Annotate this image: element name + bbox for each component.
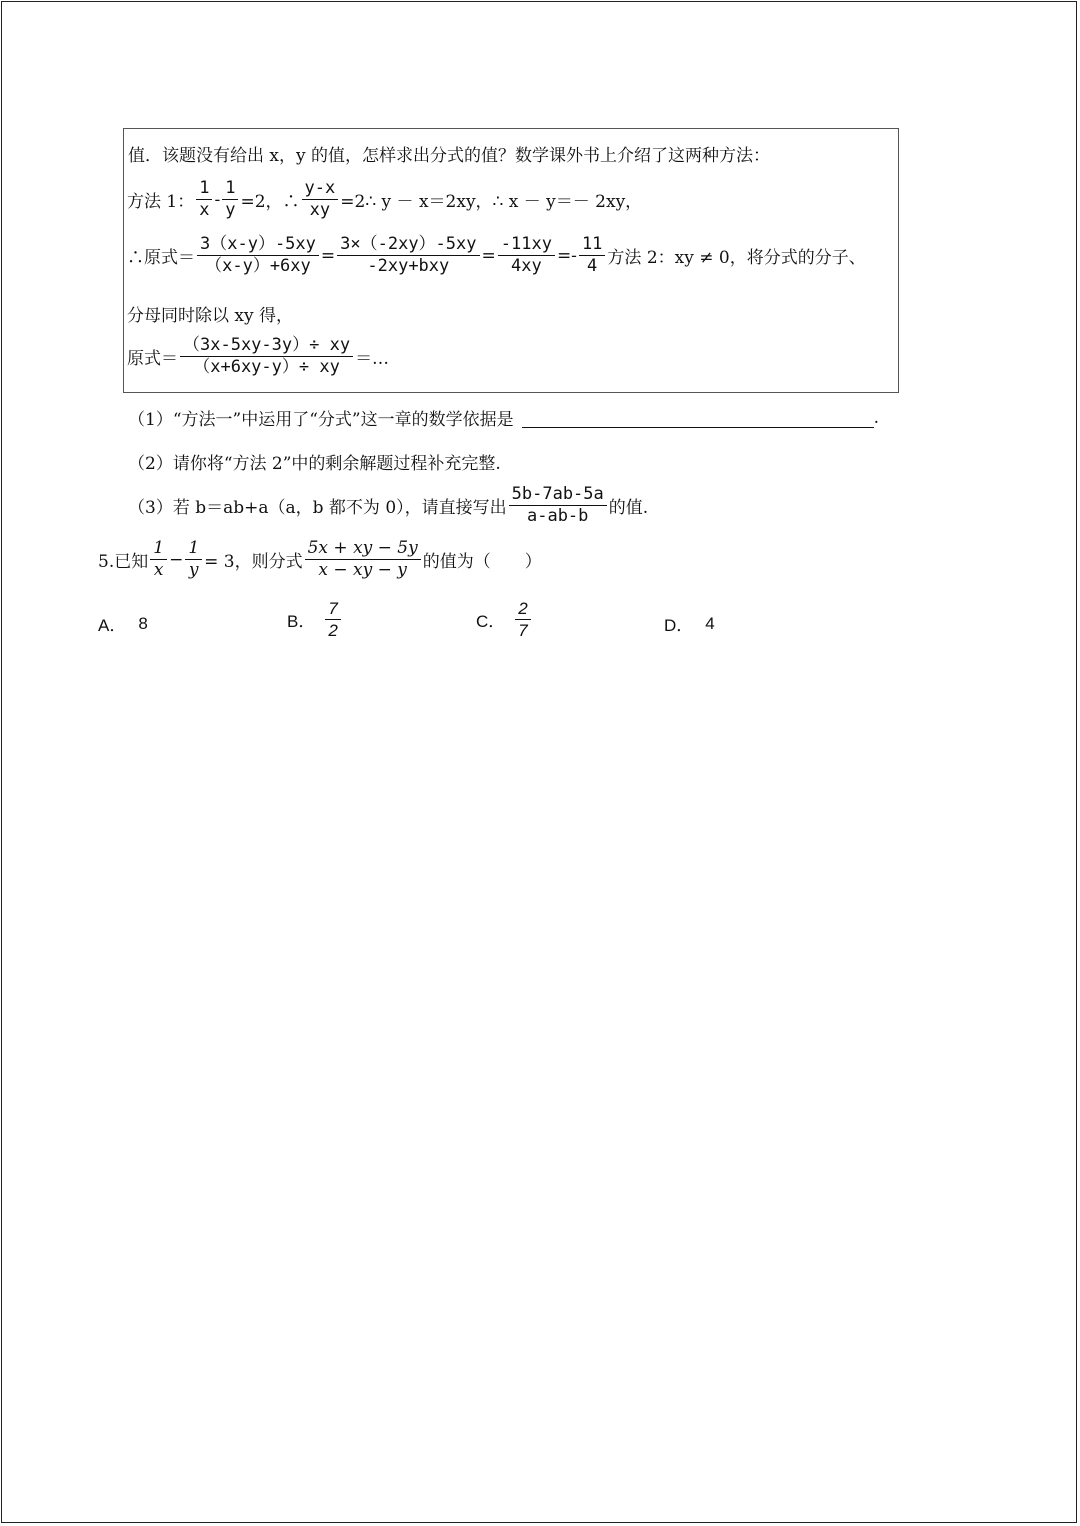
choice-d[interactable] <box>664 611 715 636</box>
question-3 <box>128 486 648 526</box>
choice-c-fraction: $\frac{2}{7}$ <box>515 600 530 640</box>
fraction-method2: $\frac{(3x-5xy-3y)\div xy}{(x+6xy-y)\div xy}$ <box>180 337 353 377</box>
expr-prefix: 原式＝ <box>127 349 178 370</box>
problem-5-prefix: 5.已知 <box>98 552 149 573</box>
question-2-text: （2）请你将“方法 2”中的剩余解题过程补充完整. <box>128 454 501 474</box>
problem-5 <box>98 540 542 580</box>
box-line-intro <box>128 141 770 166</box>
choice-a-letter: A． <box>98 616 127 635</box>
box-line-method2-expr <box>127 337 389 377</box>
choice-c[interactable] <box>476 600 533 640</box>
minus-sign: - <box>214 189 221 210</box>
fraction-1-over-x: $\frac{1}{x}$ <box>150 540 167 580</box>
choice-b-fraction: $\frac{7}{2}$ <box>325 600 340 640</box>
question-3-text: （3）若 b＝ab+a（a，b 都不为 0），请直接写出 <box>128 498 507 519</box>
box-line-method1 <box>127 180 642 220</box>
equals-3: =- <box>556 245 577 266</box>
answer-blank[interactable] <box>522 407 874 428</box>
fraction-1-over-y: $\frac{1}{y}$ <box>185 540 202 580</box>
question-1-text: （1）“方法一”中运用了“分式”这一章的数学依据是 <box>128 410 514 430</box>
derivation-prefix: ∴原式＝ <box>127 248 195 269</box>
expr-suffix: ＝… <box>355 349 390 370</box>
minus-sign: − <box>169 549 184 570</box>
choice-d-value: 4 <box>705 613 715 633</box>
fraction-1-over-x: $\frac{1}{x}$ <box>196 180 212 220</box>
method1-rest: =2∴ y － x＝2xy，∴ x － y＝－ 2xy， <box>340 192 643 213</box>
box-line-method2 <box>127 301 293 326</box>
fraction-question-3: $\frac{5b-7ab-5a}{a-ab-b}$ <box>509 486 607 526</box>
equals-2: = <box>481 245 496 266</box>
intro-text: 值．该题没有给出 x，y 的值，怎样求出分式的值？数学课外书上介绍了这两种方法： <box>128 146 770 166</box>
box-line-derivation <box>127 236 866 276</box>
equals-1: = <box>320 245 336 266</box>
choice-a-value: 8 <box>138 613 148 633</box>
question-2 <box>128 449 501 474</box>
fraction-step-3: $\frac{-11xy}{4xy}$ <box>498 236 555 276</box>
fraction-1-over-y: $\frac{1}{y}$ <box>222 180 238 220</box>
equals-two: =2，∴ <box>240 192 300 213</box>
method2-text: 分母同时除以 xy 得， <box>127 306 293 326</box>
fraction-step-1: $\frac{3(x-y)-5xy}{(x-y)+6xy}$ <box>197 236 319 276</box>
fraction-target: $\frac{5x + xy - 5y}{x - xy - y}$ <box>305 540 421 580</box>
choice-c-letter: C． <box>476 612 506 632</box>
fraction-step-2: $\frac{3\times(-2xy)-5xy}{\text{-2xy+bxy}}$ <box>337 236 479 276</box>
fraction-step-4: $\frac{11}{4}$ <box>579 236 605 276</box>
problem-5-suffix: 的值为（ ） <box>422 552 542 573</box>
problem-5-equals: = 3，则分式 <box>204 552 303 573</box>
fraction-y-minus-x-over-xy: $\frac{y-x}{xy}$ <box>302 180 339 220</box>
choice-b-letter: B． <box>287 612 316 632</box>
question-1-period: . <box>873 407 879 428</box>
choice-b[interactable] <box>287 600 343 640</box>
choice-a[interactable] <box>98 611 148 636</box>
choice-d-letter: D． <box>664 616 694 635</box>
question-1 <box>128 405 879 430</box>
question-3-suffix: 的值. <box>608 498 649 519</box>
method1-label: 方法 1： <box>127 192 195 213</box>
method2-intro: 方法 2：xy ≠ 0，将分式的分子、 <box>607 248 866 269</box>
